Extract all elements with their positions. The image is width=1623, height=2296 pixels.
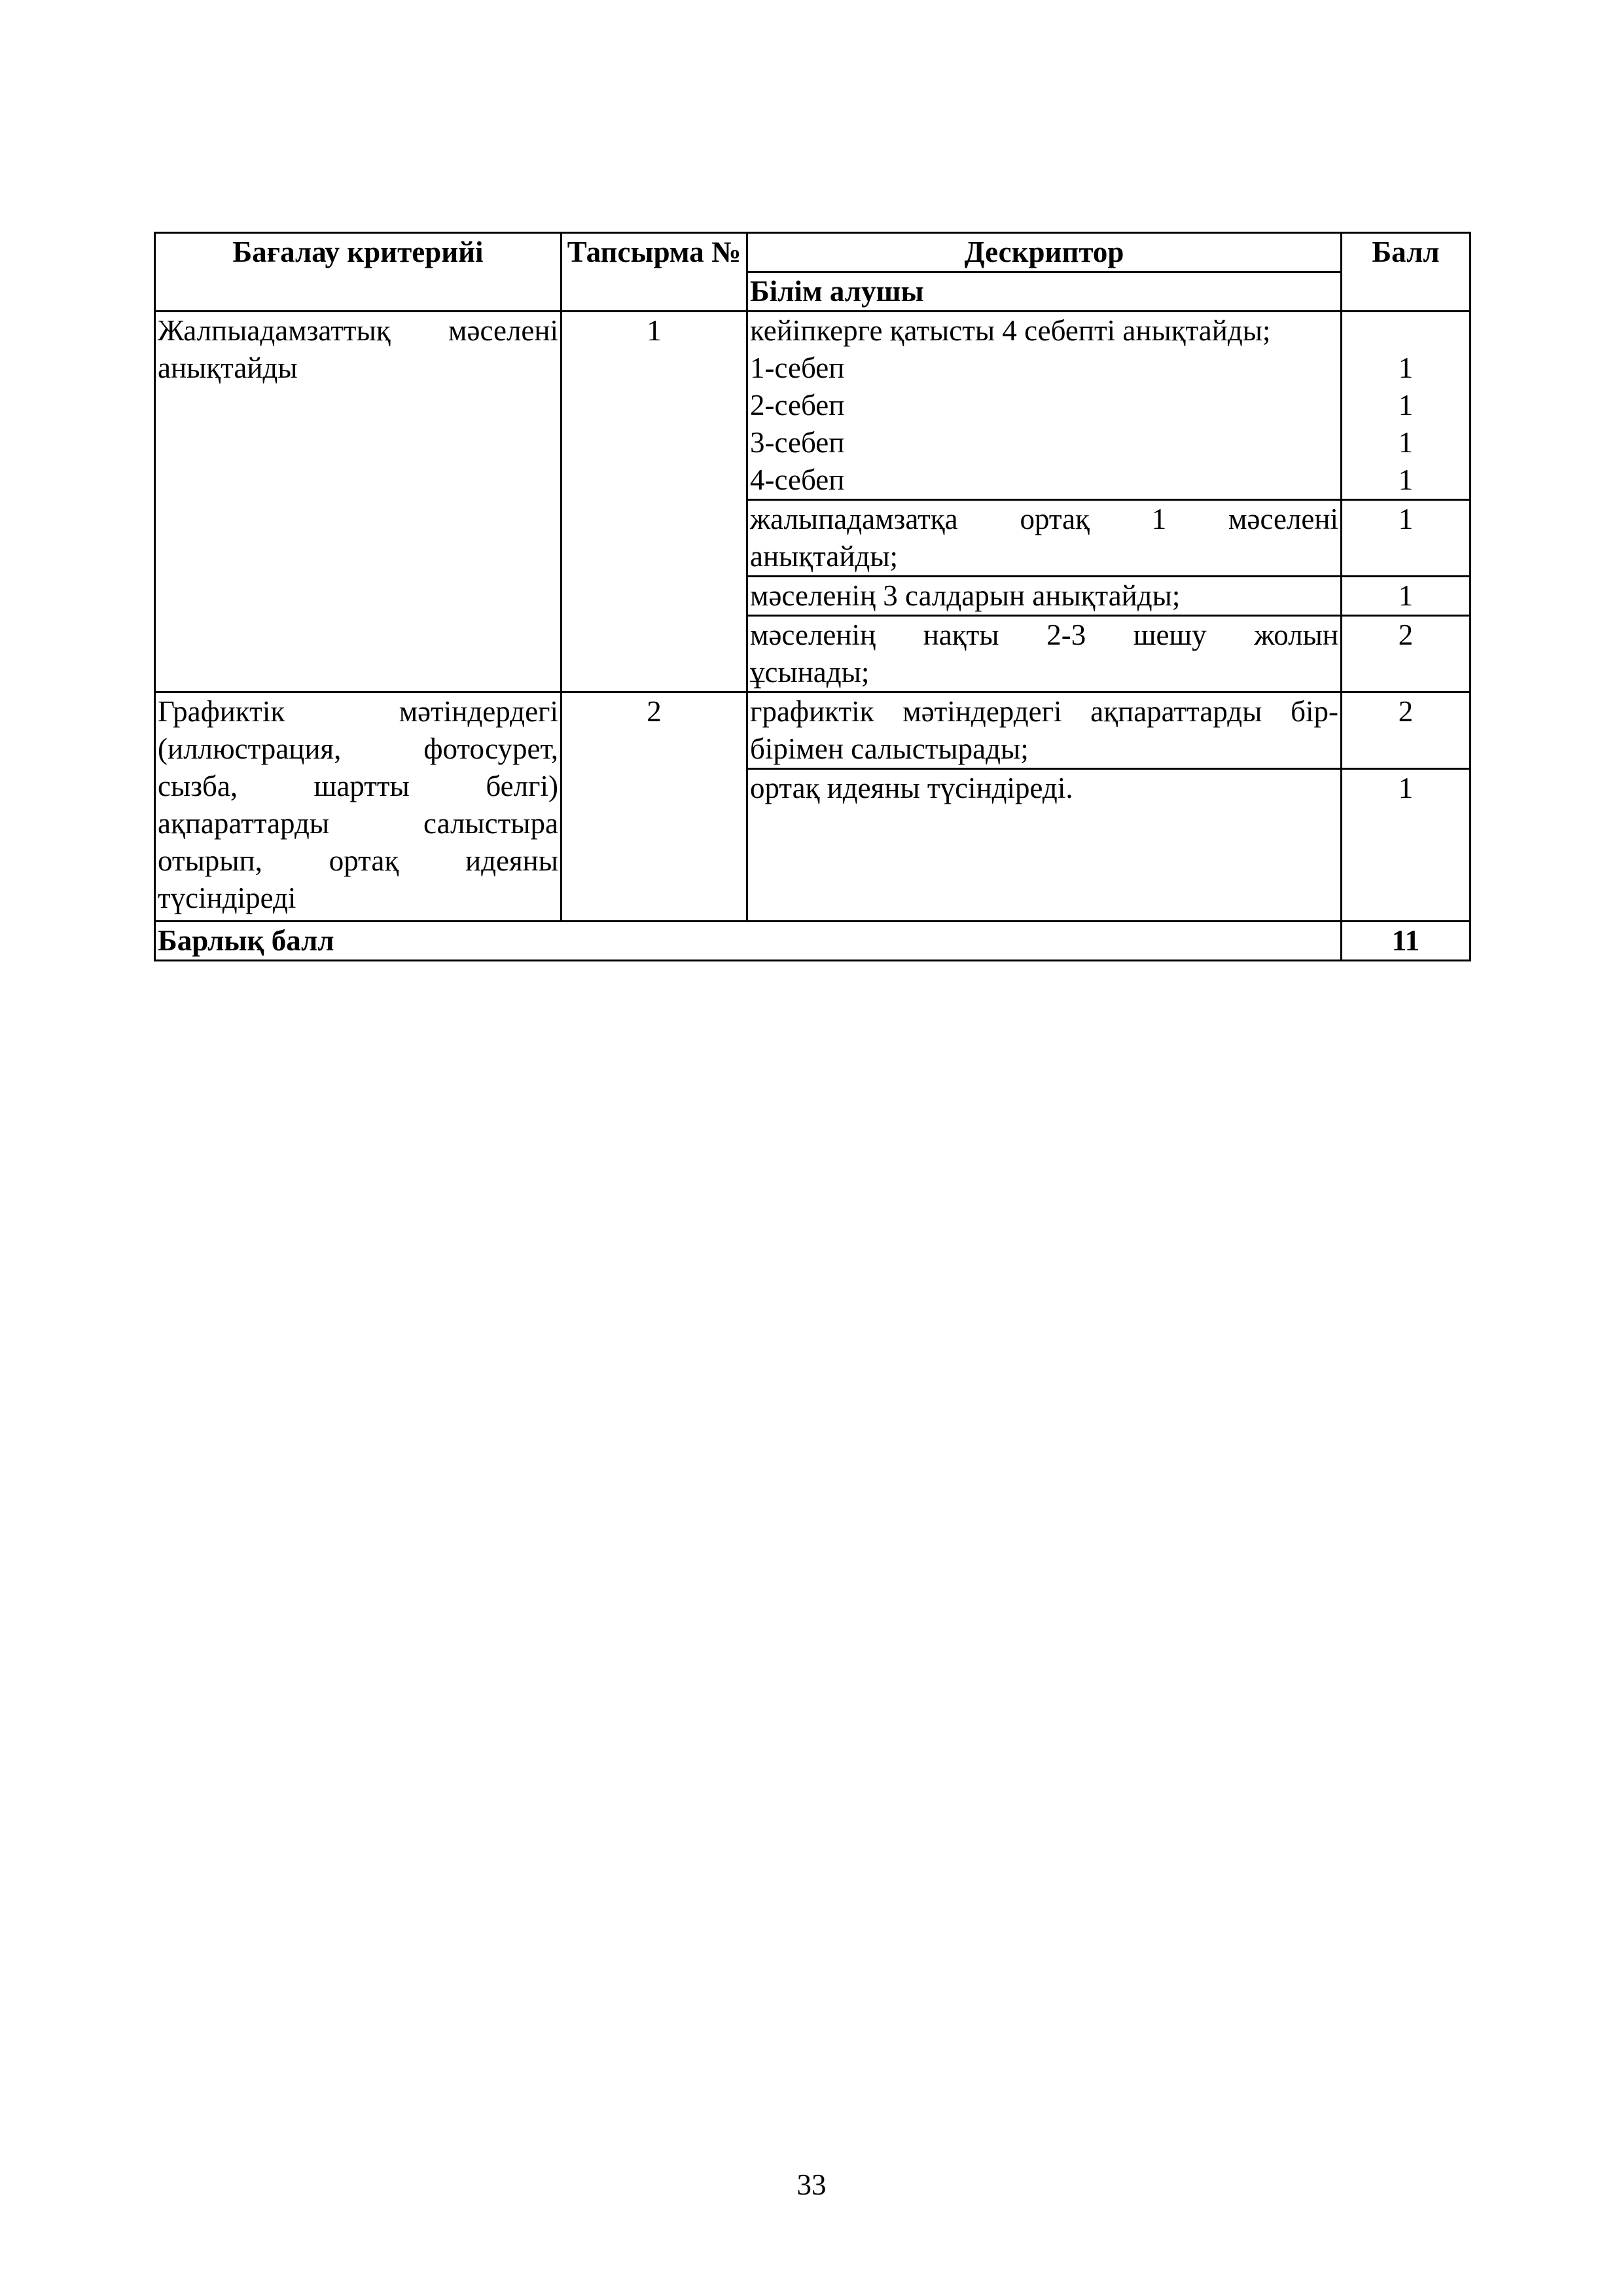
reason-score: 1 xyxy=(1398,463,1414,496)
page-number: 33 xyxy=(796,2168,827,2201)
header-descriptor: Дескриптор xyxy=(747,233,1342,272)
task-number-cell: 2 xyxy=(562,692,747,922)
total-score: 11 xyxy=(1342,922,1471,961)
header-row xyxy=(155,233,1471,272)
score-cell: 1 xyxy=(1342,577,1471,616)
criterion-cell: Жалпыадамзаттық мәселені анықтайды xyxy=(155,312,562,692)
score-cell: 2 xyxy=(1342,616,1471,692)
descriptor-cell: мәселенің нақты 2-3 шешу жолын ұсынады; xyxy=(747,616,1342,692)
table-row xyxy=(155,692,1471,769)
score-cell: 2 xyxy=(1342,692,1471,769)
table-row xyxy=(155,312,1471,500)
reason-score: 1 xyxy=(1398,389,1414,422)
reason-item: 2-себеп xyxy=(750,389,845,422)
reason-item: 4-себеп xyxy=(750,463,845,496)
header-score: Балл xyxy=(1342,233,1471,312)
total-row xyxy=(155,922,1471,961)
descriptor-cell: ортақ идеяны түсіндіреді. xyxy=(747,769,1342,922)
score-cell: 1 xyxy=(1342,500,1471,577)
header-task: Тапсырма № xyxy=(562,233,747,312)
assessment-table xyxy=(154,232,1471,961)
score-cell xyxy=(1342,312,1471,500)
descriptor-cell xyxy=(747,312,1342,500)
descriptor-cell: мәселенің 3 салдарын анықтайды; xyxy=(747,577,1342,616)
task-number-cell: 1 xyxy=(562,312,747,692)
score-cell: 1 xyxy=(1342,769,1471,922)
reason-score: 1 xyxy=(1398,351,1414,384)
total-label: Барлық балл xyxy=(155,922,1342,961)
reason-item: 1-себеп xyxy=(750,351,845,384)
descriptor-cell: жалыпадамзатқа ортақ 1 мәселені анықтайды; xyxy=(747,500,1342,577)
criterion-cell: Графиктік мәтіндердегі (иллюстрация, фотосурет, сызба, шартты белгі) ақпараттарды салыстыра отырып, ортақ идеяны түсіндіреді xyxy=(155,692,562,922)
descriptor-cell: графиктік мәтіндердегі ақпараттарды бір- бірімен салыстырады; xyxy=(747,692,1342,769)
header-descriptor-sub: Білім алушы xyxy=(747,272,1342,312)
descriptor-title: кейіпкерге қатысты 4 себепті анықтайды; xyxy=(750,314,1271,347)
reason-item: 3-себеп xyxy=(750,426,845,459)
header-criterion: Бағалау критерийі xyxy=(155,233,562,312)
reason-score: 1 xyxy=(1398,426,1414,459)
